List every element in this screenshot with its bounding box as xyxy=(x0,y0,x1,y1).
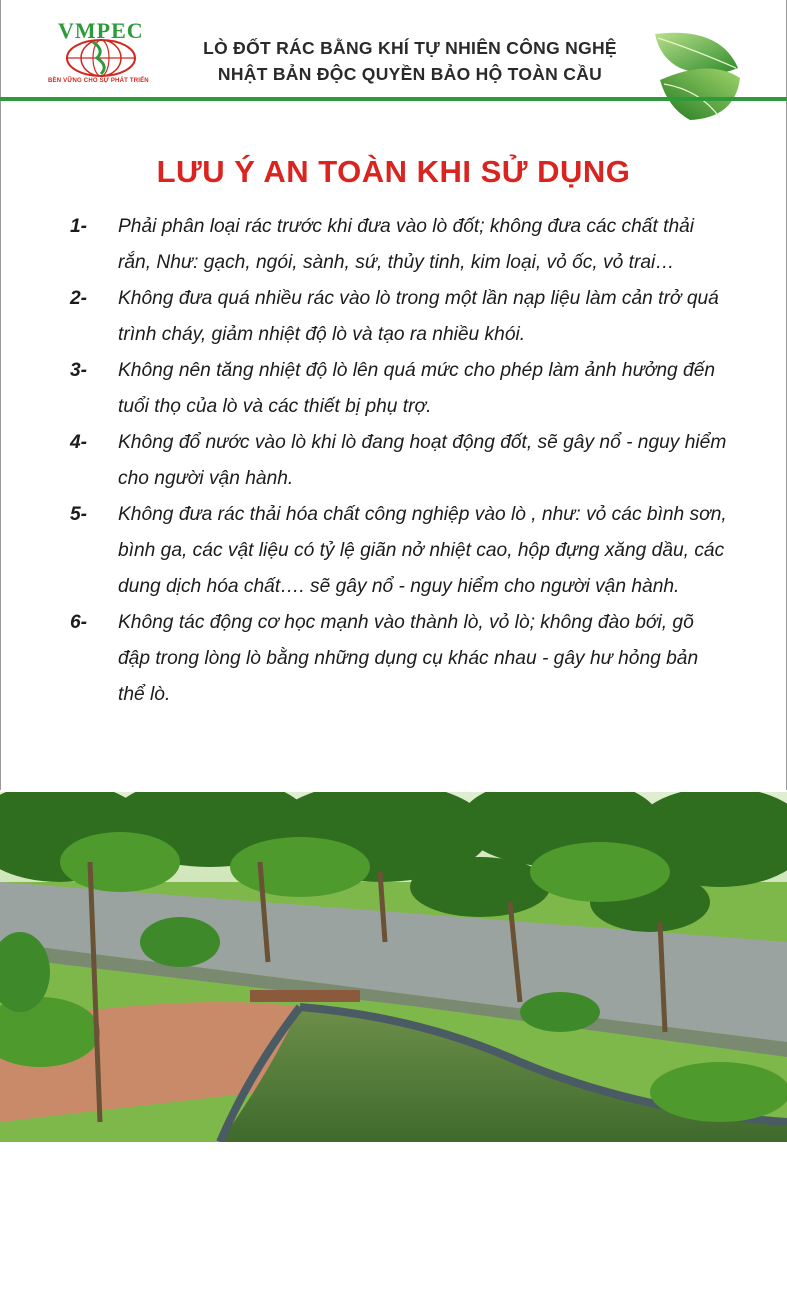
item-text: Phải phân loại rác trước khi đưa vào lò đốt; không đưa các chất thải rắn, Như: gạch, ngói, sành, sứ, thủy tinh, kim loại, vỏ ốc, vỏ trai… xyxy=(118,216,695,273)
item-text: Không nên tăng nhiệt độ lò lên quá mức cho phép làm ảnh hưởng đến tuổi thọ của lò và các thiết bị phụ trợ. xyxy=(118,360,716,417)
leaf-icon xyxy=(650,28,745,128)
safety-list xyxy=(70,209,730,713)
item-number: 2- xyxy=(70,288,88,309)
header-title xyxy=(175,35,645,87)
logo-tagline: BỀN VỮNG CHO SỰ PHÁT TRIỂN xyxy=(48,78,149,84)
logo-text: VMPEC xyxy=(58,18,144,43)
list-item xyxy=(70,281,730,353)
header-title-line-1: LÒ ĐỐT RÁC BẰNG KHÍ TỰ NHIÊN CÔNG NGHỆ xyxy=(203,38,617,58)
park-photo xyxy=(0,792,787,1142)
item-text: Không tác động cơ học mạnh vào thành lò, vỏ lò; không đào bới, gõ đập trong lòng lò bằng những dụng cụ khác nhau - gây hư hỏng bản thể lò. xyxy=(118,612,699,705)
list-item xyxy=(70,209,730,281)
main-title: LƯU Ý AN TOÀN KHI SỬ DỤNG xyxy=(156,154,631,189)
header-title-line-2: NHẬT BẢN ĐỘC QUYỀN BẢO HỘ TOÀN CẦU xyxy=(217,64,603,84)
list-item xyxy=(70,425,730,497)
list-item xyxy=(70,605,730,713)
item-text: Không đưa rác thải hóa chất công nghiệp vào lò , như: vỏ các bình sơn, bình ga, các vật liệu có tỷ lệ giãn nở nhiệt cao, hộp đựng xăng dầu, các dung dịch hóa chất…. sẽ gây nổ - nguy hiểm cho người vận hành. xyxy=(118,504,727,597)
item-number: 1- xyxy=(70,216,88,237)
company-logo xyxy=(48,18,158,88)
header xyxy=(0,0,787,100)
item-number: 4- xyxy=(70,432,88,453)
item-text: Không đổ nước vào lò khi lò đang hoạt động đốt, sẽ gây nổ - nguy hiểm cho người vận hành. xyxy=(118,432,727,489)
header-divider xyxy=(0,97,787,101)
item-number: 6- xyxy=(70,612,88,633)
list-item xyxy=(70,497,730,605)
item-number: 5- xyxy=(70,504,88,525)
item-text: Không đưa quá nhiều rác vào lò trong một lần nạp liệu làm cản trở quá trình cháy, giảm nhiệt độ lò và tạo ra nhiều khói. xyxy=(118,288,719,345)
list-item xyxy=(70,353,730,425)
item-number: 3- xyxy=(70,360,88,381)
